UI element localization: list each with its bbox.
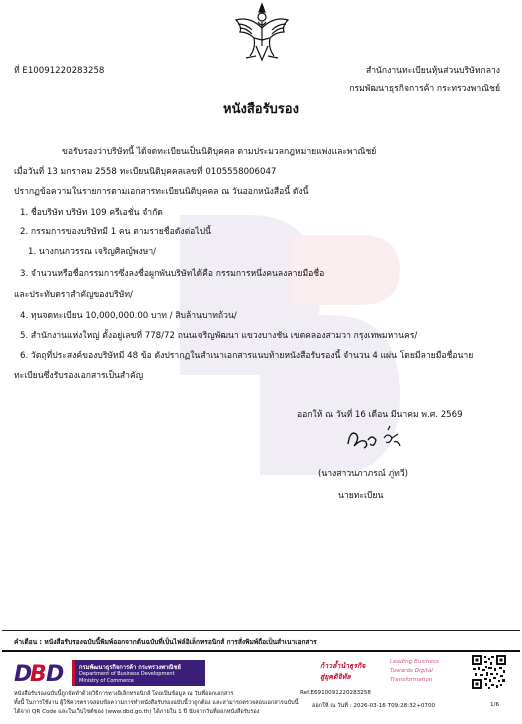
- dept-english-name: Department of Business Development: [79, 671, 175, 677]
- signer-title: นายทะเบียน: [338, 491, 384, 501]
- footer-divider-top: [2, 630, 520, 631]
- office-name: สำนักงานทะเบียนหุ้นส่วนบริษัทกลาง: [365, 66, 500, 76]
- issue-date: ออกให้ ณ วันที่ 16 เดือน มีนาคม พ.ศ. 2569: [297, 410, 463, 420]
- garuda-emblem: [232, 2, 292, 64]
- item-head-office: 5. สำนักงานแห่งใหญ่ ตั้งอยู่เลขที่ 778/72 ถนนเจริญพัฒนา แขวงบางชัน เขตคลองสามวา กรุงเทพมหานคร/: [20, 331, 418, 341]
- item-objectives-cont: ทะเบียนซึ่งรับรองเอกสารเป็นสำคัญ: [14, 371, 144, 381]
- department-banner: [72, 660, 205, 686]
- intro-line-1: ขอรับรองว่าบริษัทนี้ ได้จดทะเบียนเป็นนิติบุคคล ตามประมวลกฎหมายแพ่งและพาณิชย์: [62, 147, 377, 157]
- footer-note-2: ทั้งนี้ ในการใช้งาน ผู้ใช้ควรตรวจสอบข้อความการทำหนังสือรับรองฉบับนี้ว่าถูกต้อง และสามารถตรวจสอบเอกสารฉบับนี้: [14, 700, 299, 706]
- page-number: 1/6: [490, 702, 500, 708]
- document-title: หนังสือรับรอง: [223, 102, 299, 117]
- svg-text:B: B: [30, 662, 47, 687]
- svg-text:D: D: [46, 662, 65, 687]
- footer-warning: คำเตือน : หนังสือรับรองฉบับนี้พิมพ์ออกจากต้นฉบับที่เป็นไฟล์อิเล็กทรอนิกส์ การสั่งพิมพ์ถือเป็นสำเนาเอกสาร: [14, 638, 317, 646]
- item-registered-capital: 4. ทุนจดทะเบียน 10,000,000.00 บาท / สิบล้านบาทถ้วน/: [20, 311, 237, 321]
- intro-line-3: ปรากฏข้อความในรายการตามเอกสารทะเบียนนิติบุคคล ณ วันออกหนังสือนี้ ดังนี้: [14, 187, 309, 197]
- item-authorized-signatory: 3. จำนวนหรือชื่อกรรมการซึ่งลงชื่อผูกพันบริษัทได้คือ กรรมการหนึ่งคนลงลายมือชื่อ: [20, 269, 325, 279]
- dbd-logo: [12, 657, 68, 687]
- department-name: กรมพัฒนาธุรกิจการค้า กระทรวงพาณิชย์: [349, 84, 500, 94]
- item-authorized-signatory-cont: และประทับตราสำคัญของบริษัท/: [14, 290, 133, 300]
- svg-text:D: D: [14, 662, 33, 687]
- item-company-name: 1. ชื่อบริษัท บริษัท 109 ครีเอชั่น จำกัด: [20, 208, 163, 218]
- print-timestamp: ออกให้ ณ วันที่ : 2026-03-16 T09:28:32+0700: [312, 703, 436, 709]
- footer-note-3: ได้จาก QR Code และในเว็บไซต์ของ (www.dbd.go.th) ได้ภายใน 1 ปี นับจากวันที่ออกหนังสือรับรอง: [14, 709, 260, 715]
- qr-code[interactable]: [472, 655, 506, 689]
- slogan-english-1: Leading Business: [390, 659, 439, 665]
- footer-reference: Ref.E6910091220283258: [300, 690, 371, 696]
- item-directors: 2. กรรมการของบริษัทมี 1 คน ตามรายชื่อดังต่อไปนี้: [20, 227, 211, 237]
- item-objectives: 6. วัตถุที่ประสงค์ของบริษัทมี 48 ข้อ ดังปรากฏในสำเนาเอกสารแนบท้ายหนังสือรับรองนี้ จำนวน 4 แผ่น โดยมีลายมือชื่อนาย: [20, 351, 474, 361]
- slogan-english-3: Transformation: [390, 677, 433, 683]
- registrar-signature: [340, 420, 410, 458]
- signer-name: (นางสาวนภาภรณ์ ภู่ทวี): [318, 469, 409, 479]
- footer-divider: [2, 650, 520, 652]
- item-director-1: 1. นางกนกวรรณ เจริญศิลญ์พงษา/: [28, 247, 157, 257]
- dept-thai-name: กรมพัฒนาธุรกิจการค้า กระทรวงพาณิชย์: [79, 665, 181, 671]
- slogan-thai-1: ก้าวล้ำนำธุรกิจ: [320, 662, 366, 670]
- ministry-english-name: Ministry of Commerce: [79, 678, 134, 684]
- footer-note-1: หนังสือรับรองฉบับนี้ถูกจัดทำด้วยวิธีการทางอิเล็กทรอนิกส์ โดยเป็นข้อมูล ณ วันที่ออกเอกสาร: [14, 691, 234, 697]
- intro-line-2: เมื่อวันที่ 13 มกราคม 2558 ทะเบียนนิติบุคคลเลขที่ 0105558006047: [14, 167, 277, 177]
- slogan-thai-2: สู่ยุคดิจิทัล: [320, 673, 351, 681]
- reference-number: ที่ E10091220283258: [14, 66, 105, 76]
- slogan-english-2: Towards Digital: [390, 668, 433, 674]
